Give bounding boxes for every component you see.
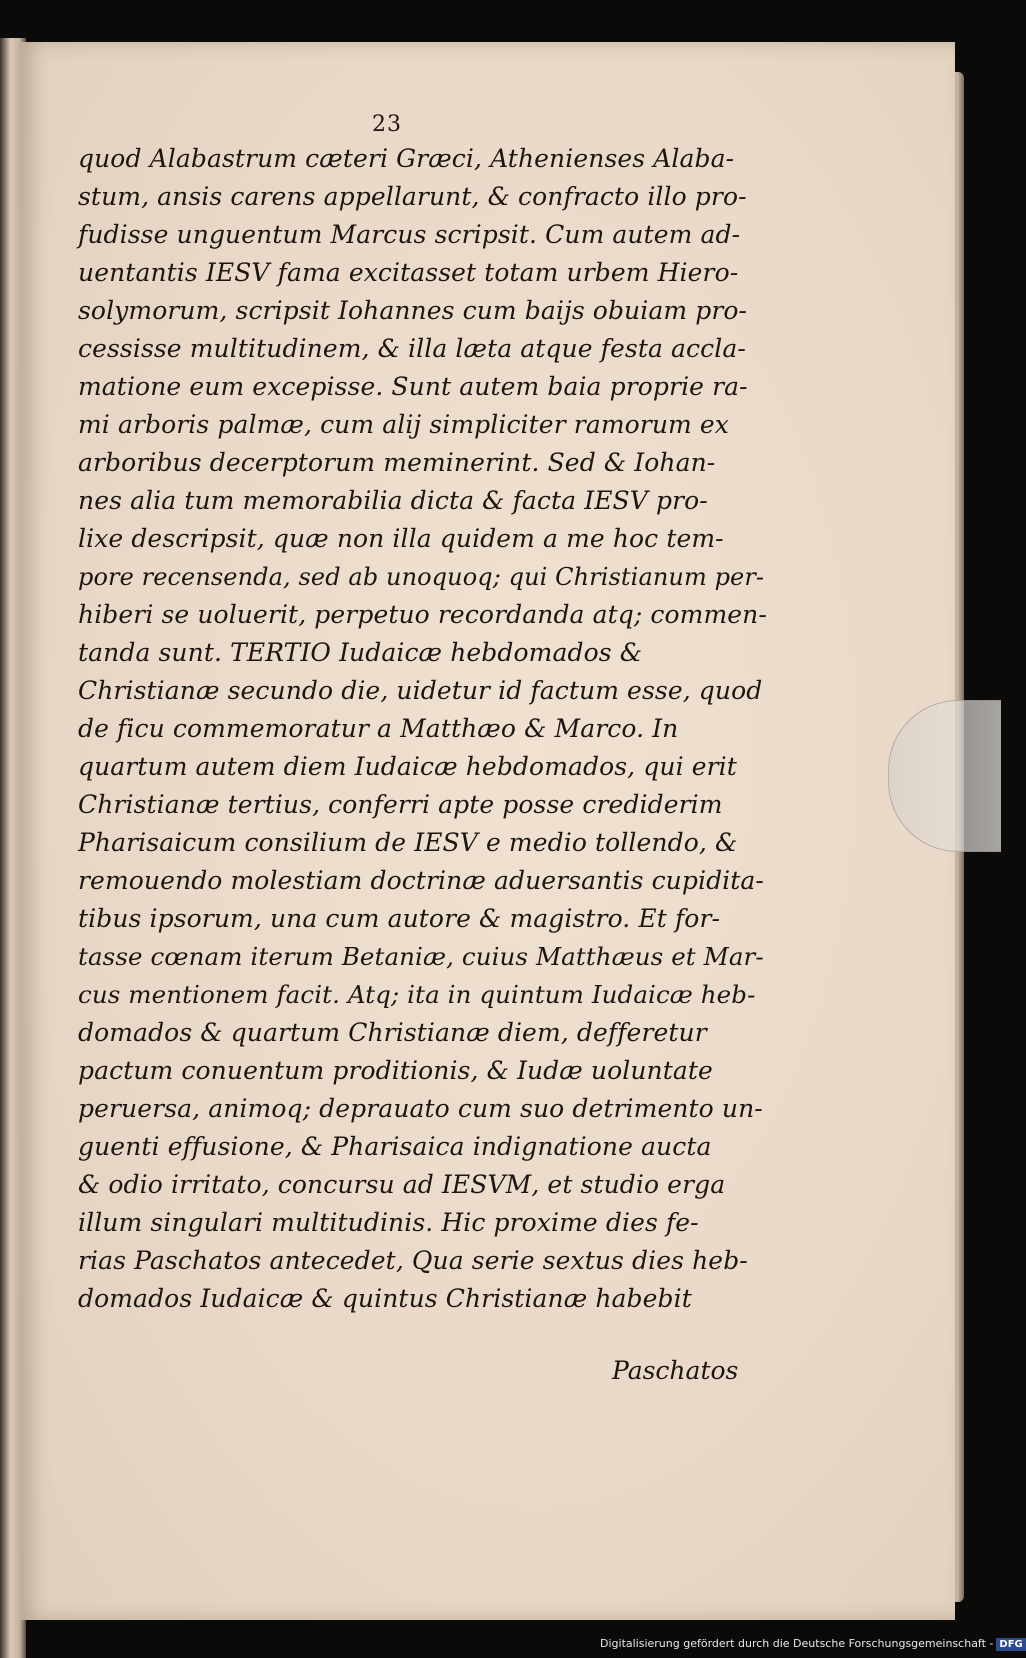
catchword: Paschatos	[612, 1356, 739, 1385]
dfg-logo: DFG	[996, 1638, 1025, 1651]
text-line: fudisse unguentum Marcus scripsit. Cum autem ad-	[78, 220, 741, 249]
text-line: illum singulari multitudinis. Hic proxime dies fe-	[78, 1208, 699, 1237]
text-line: domados & quartum Christianæ diem, defferetur	[78, 1018, 707, 1047]
text-line: solymorum, scripsit Iohannes cum baijs obuiam pro-	[78, 296, 748, 325]
text-line: Pharisaicum consilium de IESV e medio tollendo, &	[78, 828, 738, 857]
text-line: guenti effusione, & Pharisaica indignatione aucta	[78, 1132, 712, 1161]
text-line: tibus ipsorum, una cum autore & magistro. Et for-	[78, 904, 721, 933]
footer-credit-text: Digitalisierung gefördert durch die Deutsche Forschungsgemeinschaft -	[600, 1637, 994, 1650]
text-line: Christianæ tertius, conferri apte posse crediderim	[78, 790, 723, 819]
page-number: 23	[372, 112, 402, 137]
text-line: Christianæ secundo die, uidetur id factum esse, quod	[78, 676, 763, 705]
text-line: matione eum excepisse. Sunt autem baia proprie ra-	[78, 372, 748, 401]
text-line: pactum conuentum proditionis, & Iudæ uoluntate	[78, 1056, 713, 1085]
text-line: peruersa, animoq; deprauato cum suo detrimento un-	[78, 1094, 763, 1123]
footer-credit	[600, 1637, 1026, 1651]
text-line: rias Paschatos antecedet, Qua serie sextus dies heb-	[78, 1246, 748, 1275]
text-line: arboribus decerptorum meminerint. Sed & Iohan-	[78, 448, 716, 477]
text-line: tanda sunt. TERTIO Iudaicæ hebdomados &	[78, 638, 643, 667]
text-line: domados Iudaicæ & quintus Christianæ habebit	[78, 1284, 692, 1313]
text-line: tasse cœnam iterum Betaniæ, cuius Matthæus et Mar-	[78, 942, 764, 971]
text-line: cessisse multitudinem, & illa læta atque festa accla-	[78, 334, 746, 363]
text-line: cus mentionem facit. Atq; ita in quintum Iudaicæ heb-	[78, 980, 756, 1009]
text-line: de ficu commemoratur a Matthæo & Marco. In	[78, 714, 679, 743]
text-line: remouendo molestiam doctrinæ aduersantis cupidita-	[78, 866, 764, 895]
text-line: & odio irritato, concursu ad IESVM, et studio erga	[78, 1170, 726, 1199]
text-line: mi arboris palmæ, cum alij simpliciter ramorum ex	[78, 410, 730, 439]
text-line: quod Alabastrum cæteri Græci, Athenienses Alaba-	[78, 144, 735, 173]
text-line: uentantis IESV fama excitasset totam urbem Hiero-	[78, 258, 739, 287]
text-line: quartum autem diem Iudaicæ hebdomados, qui erit	[78, 752, 737, 781]
text-line: pore recensenda, sed ab unoquoq; qui Christianum per-	[78, 563, 765, 591]
text-line: nes alia tum memorabilia dicta & facta IESV pro-	[78, 486, 708, 515]
text-line: stum, ansis carens appellarunt, & confracto illo pro-	[78, 182, 747, 211]
text-line: hiberi se uoluerit, perpetuo recordanda atq; commen-	[78, 600, 767, 629]
text-line: lixe descripsit, quæ non illa quidem a me hoc tem-	[78, 524, 724, 553]
